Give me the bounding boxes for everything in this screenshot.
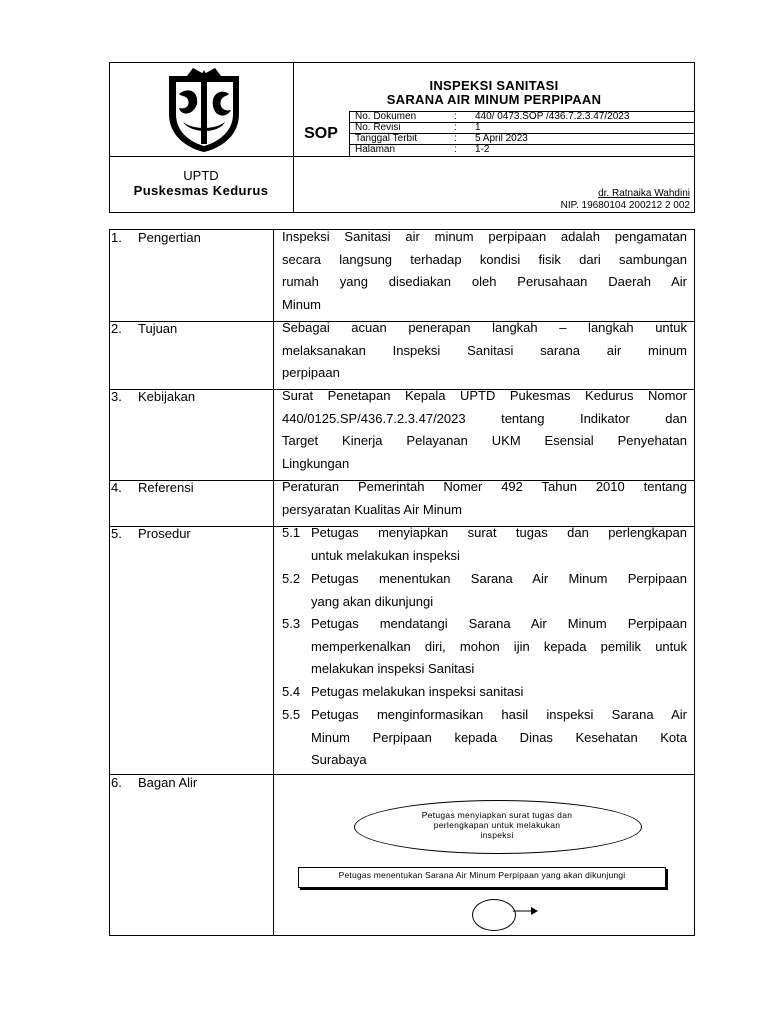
meta-label: Tanggal Terbit [355, 133, 418, 144]
row-number: 2. [111, 321, 122, 336]
sop-label: SOP [304, 125, 338, 142]
text-line: rumah yang disediakan oleh Perusahaan Daerah Air [282, 274, 687, 290]
arrow-right-icon [513, 905, 539, 917]
org-line: Puskesmas Kedurus [133, 183, 269, 198]
text-line: untuk melakukan inspeksi [311, 547, 460, 563]
flow-text-line: Petugas menyiapkan surat tugas dan [421, 810, 573, 820]
row-content [282, 317, 687, 385]
text-line: Inspeksi Sanitasi air minum perpipaan adalah pengamatan [282, 229, 687, 244]
flow-text-line: perlengkapan untuk melakukan [433, 820, 561, 830]
row-content [282, 385, 687, 476]
procedure-step [282, 704, 687, 772]
organization-name [109, 168, 293, 198]
signer-nip: NIP. 19680104 200212 2 002 [560, 200, 690, 211]
text-line: yang akan dikunjungi [311, 593, 434, 609]
procedure-step [282, 613, 687, 681]
procedure-step [282, 522, 687, 567]
flow-text-line: inspeksi [480, 830, 514, 840]
signer-name: dr. Ratnaika Wahdini [598, 188, 690, 199]
row-content [282, 226, 687, 317]
row-label: Referensi [138, 480, 194, 495]
step-number: 5.1 [282, 525, 301, 540]
meta-value: 1-2 [475, 144, 490, 155]
flow-connector-circle [472, 899, 516, 931]
header-divider [109, 156, 695, 157]
flow-start-text [384, 810, 610, 840]
text-line: perpipaan [282, 365, 340, 381]
meta-label: No. Revisi [355, 122, 401, 133]
title-line: SARANA AIR MINUM PERPIPAAN [386, 92, 602, 107]
meta-value: 5 April 2023 [475, 133, 528, 144]
row-label: Bagan Alir [138, 775, 198, 790]
document-title [293, 79, 695, 107]
meta-row [349, 111, 694, 122]
meta-value: 1 [475, 122, 481, 133]
row-number: 4. [111, 480, 122, 495]
text-line: Petugas menyiapkan surat tugas dan perlengkapan [311, 525, 687, 540]
meta-row [349, 122, 694, 133]
meta-row [349, 144, 694, 155]
text-line: 440/0125.SP/436.7.2.3.47/2023 tentang Indikator dan [282, 410, 687, 426]
text-line: melakukan inspeksi Sanitasi [311, 661, 475, 677]
text-line: Surabaya [311, 752, 367, 768]
text-line: melaksanakan Inspeksi Sanitasi sarana air minum [282, 342, 687, 358]
row-number: 6. [111, 775, 122, 790]
text-line: Surat Penetapan Kepala UPTD Pukesmas Kedurus Nomor [282, 388, 687, 403]
procedure-step [282, 568, 687, 613]
meta-sep: : [454, 144, 457, 155]
table-column-divider [273, 229, 274, 936]
text-line: secara langsung terhadap kondisi fisik dari sambungan [282, 251, 687, 267]
procedure-step [282, 681, 687, 704]
row-number: 3. [111, 389, 122, 404]
text-line: Target Kinerja Pelayanan UKM Esensial Penyehatan [282, 433, 687, 449]
flow-process-box: Petugas menentukan Sarana Air Minum Perpipaan yang akan dikunjungi [298, 867, 666, 888]
text-line: Minum Perpipaan kepada Dinas Kesehatan Kota [311, 729, 687, 745]
step-number: 5.5 [282, 707, 301, 722]
text-line: Sebagai acuan penerapan langkah – langkah untuk [282, 320, 687, 335]
crest-logo [163, 64, 245, 154]
meta-sep: : [454, 133, 457, 144]
meta-row [349, 133, 694, 144]
step-number: 5.3 [282, 616, 301, 631]
text-line: Minum [282, 297, 322, 313]
text-line: Lingkungan [282, 456, 350, 472]
row-label: Prosedur [138, 526, 191, 541]
text-line: Peraturan Pemerintah Nomer 492 Tahun 2010 tentang [282, 479, 687, 494]
step-number: 5.2 [282, 571, 301, 586]
text-line: Petugas menentukan Sarana Air Minum Perpipaan [311, 571, 687, 586]
step-number: 5.4 [282, 684, 301, 699]
text-line: Petugas mendatangi Sarana Air Minum Perpipaan [311, 616, 687, 631]
row-label: Kebijakan [138, 389, 196, 404]
meta-label: Halaman [355, 144, 396, 155]
meta-sep: : [454, 111, 457, 122]
meta-label: No. Dokumen [355, 111, 417, 122]
text-line: Petugas menginformasikan hasil inspeksi Sarana Air [311, 707, 687, 722]
row-label: Tujuan [138, 321, 178, 336]
text-line: persyaratan Kualitas Air Minum [282, 501, 462, 517]
meta-value: 440/ 0473.SOP /436.7.2.3.47/2023 [475, 111, 630, 122]
org-line: UPTD [183, 168, 219, 183]
row-number: 1. [111, 230, 122, 245]
text-line: memperkenalkan diri, mohon ijin kepada pemilik untuk [311, 638, 687, 654]
row-number: 5. [111, 526, 122, 541]
text-line: Petugas melakukan inspeksi sanitasi [311, 684, 524, 699]
meta-sep: : [454, 122, 457, 133]
row-label: Pengertian [138, 230, 201, 245]
title-line: INSPEKSI SANITASI [429, 78, 559, 93]
row-content [282, 476, 687, 521]
